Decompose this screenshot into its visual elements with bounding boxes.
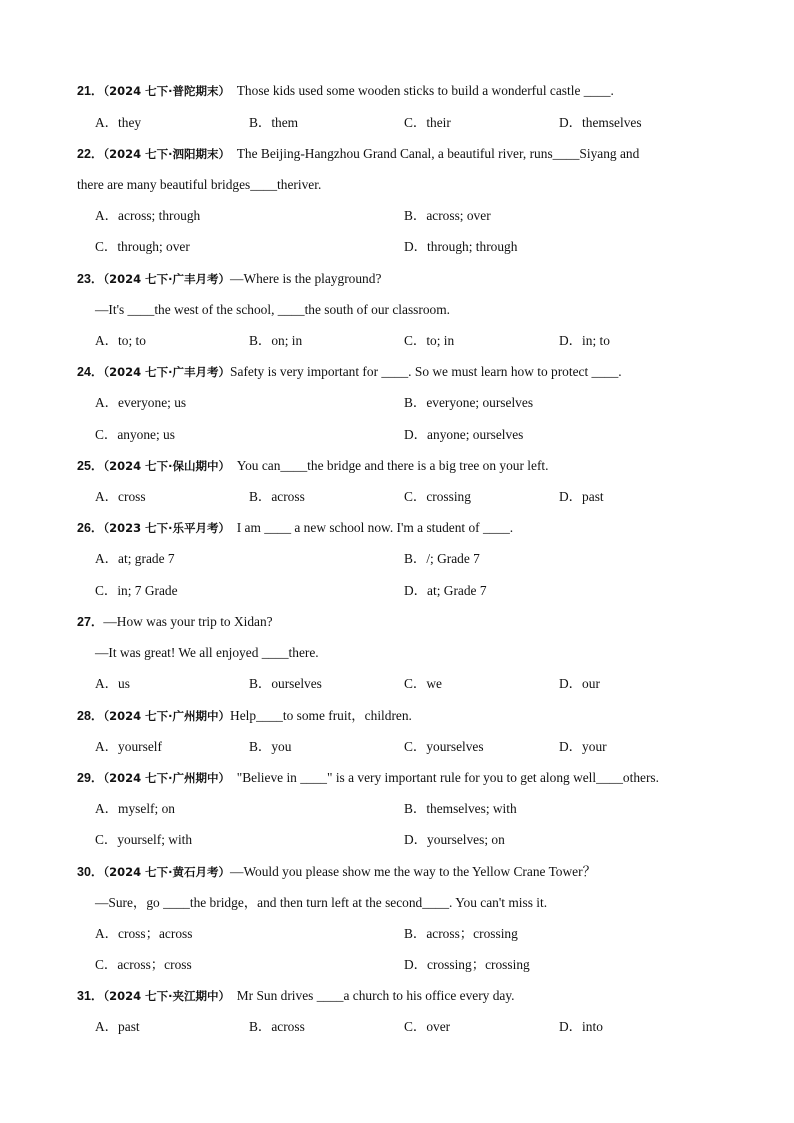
question-stem: Those kids used some wooden sticks to build a wonderful castle ____. [236, 83, 614, 98]
question-26 [77, 519, 513, 537]
question-stem: Safety is very important for ____. So we must learn how to protect ____. [230, 364, 622, 379]
option-b[interactable]: B．you [249, 739, 292, 754]
option-c[interactable]: C．in; 7 Grade [95, 583, 178, 598]
question-stem: —How was your trip to Xidan? [103, 614, 273, 629]
option-b[interactable]: B．across；crossing [404, 926, 518, 941]
question-number: 26． [77, 521, 104, 535]
option-d[interactable]: D．themselves [559, 115, 642, 130]
question-source: （2024 七下·黄石月考） [103, 865, 231, 879]
option-a[interactable]: A．myself; on [95, 801, 175, 816]
option-d[interactable]: D．through; through [404, 239, 518, 254]
option-d[interactable]: D．in; to [559, 333, 610, 348]
question-stem: Mr Sun drives ____a church to his office every day. [236, 988, 515, 1003]
question-number: 27． [77, 615, 104, 629]
option-a[interactable]: A．everyone; us [95, 395, 187, 410]
option-c[interactable]: C．through; over [95, 239, 190, 254]
option-d[interactable]: D．at; Grade 7 [404, 583, 487, 598]
question-22 [77, 145, 639, 163]
option-b[interactable]: B．themselves; with [404, 801, 517, 816]
question-24 [77, 363, 622, 381]
option-d[interactable]: D．into [559, 1019, 603, 1034]
question-source: （2024 七下·广丰月考） [103, 365, 231, 379]
question-source: （2024 七下·普陀期末） [103, 84, 231, 98]
option-d[interactable]: D．anyone; ourselves [404, 427, 524, 442]
question-number: 31． [77, 989, 104, 1003]
question-number: 22． [77, 147, 104, 161]
question-source: （2024 七下·广州期中） [103, 771, 231, 785]
question-number: 23． [77, 272, 104, 286]
option-c[interactable]: C．yourselves [404, 739, 484, 754]
question-number: 21． [77, 84, 104, 98]
option-c[interactable]: C．across；cross [95, 957, 192, 972]
question-source: （2024 七下·广州期中） [103, 709, 231, 723]
question-29 [77, 769, 659, 787]
question-stem: —Would you please show me the way to the Yellow Crane Tower？ [230, 864, 596, 879]
question-25 [77, 457, 549, 475]
question-stem: I am ____ a new school now. I'm a student of ____. [236, 520, 514, 535]
question-source: （2024 七下·夹江期中） [103, 989, 231, 1003]
option-d[interactable]: D．past [559, 489, 604, 504]
question-source: （2024 七下·广丰月考） [103, 272, 231, 286]
option-a[interactable]: A．past [95, 1019, 140, 1034]
question-source: （2024 七下·保山期中） [103, 459, 231, 473]
question-source: （2023 七下·乐平月考） [103, 521, 231, 535]
question-stem: —Where is the playground? [230, 271, 382, 286]
option-a[interactable]: A．cross；across [95, 926, 193, 941]
option-b[interactable]: B．on; in [249, 333, 303, 348]
question-stem: The Beijing-Hangzhou Grand Canal, a beautiful river, runs____Siyang and [236, 146, 640, 161]
option-b[interactable]: B．across; over [404, 208, 491, 223]
option-b[interactable]: B．them [249, 115, 299, 130]
option-d[interactable]: D．crossing；crossing [404, 957, 530, 972]
option-a[interactable]: A．to; to [95, 333, 146, 348]
option-d[interactable]: D．yourselves; on [404, 832, 505, 847]
question-continuation: —It was great! We all enjoyed ____there. [95, 645, 319, 660]
question-number: 29． [77, 771, 104, 785]
option-b[interactable]: B．/; Grade 7 [404, 551, 480, 566]
question-31 [77, 987, 515, 1005]
question-number: 25． [77, 459, 104, 473]
question-number: 28． [77, 709, 104, 723]
option-a[interactable]: A．cross [95, 489, 146, 504]
option-a[interactable]: A．across; through [95, 208, 201, 223]
option-c[interactable]: C．over [404, 1019, 451, 1034]
question-30 [77, 863, 596, 881]
question-number: 30． [77, 865, 104, 879]
option-d[interactable]: D．your [559, 739, 607, 754]
question-27 [77, 613, 273, 631]
question-stem: Help____to some fruit，children. [230, 708, 412, 723]
option-c[interactable]: C．to; in [404, 333, 455, 348]
option-a[interactable]: A．they [95, 115, 142, 130]
option-a[interactable]: A．at; grade 7 [95, 551, 175, 566]
question-source: （2024 七下·泗阳期末） [103, 147, 231, 161]
option-b[interactable]: B．ourselves [249, 676, 322, 691]
question-continuation: —Sure，go ____the bridge，and then turn left at the second____. You can't miss it. [95, 895, 548, 910]
option-a[interactable]: A．us [95, 676, 130, 691]
option-b[interactable]: B．across [249, 1019, 305, 1034]
question-continuation: there are many beautiful bridges____theriver. [77, 177, 322, 192]
option-c[interactable]: C．yourself; with [95, 832, 193, 847]
question-stem: You can____the bridge and there is a big tree on your left. [236, 458, 549, 473]
option-a[interactable]: A．yourself [95, 739, 162, 754]
option-d[interactable]: D．our [559, 676, 600, 691]
option-b[interactable]: B．across [249, 489, 305, 504]
question-number: 24． [77, 365, 104, 379]
option-c[interactable]: C．crossing [404, 489, 471, 504]
option-c[interactable]: C．anyone; us [95, 427, 175, 442]
question-21 [77, 82, 614, 100]
question-23 [77, 270, 381, 288]
question-28 [77, 707, 412, 725]
question-continuation: —It's ____the west of the school, ____the south of our classroom. [95, 302, 450, 317]
option-c[interactable]: C．their [404, 115, 451, 130]
option-b[interactable]: B．everyone; ourselves [404, 395, 534, 410]
question-stem: "Believe in ____" is a very important rule for you to get along well____others. [236, 770, 659, 785]
option-c[interactable]: C．we [404, 676, 442, 691]
